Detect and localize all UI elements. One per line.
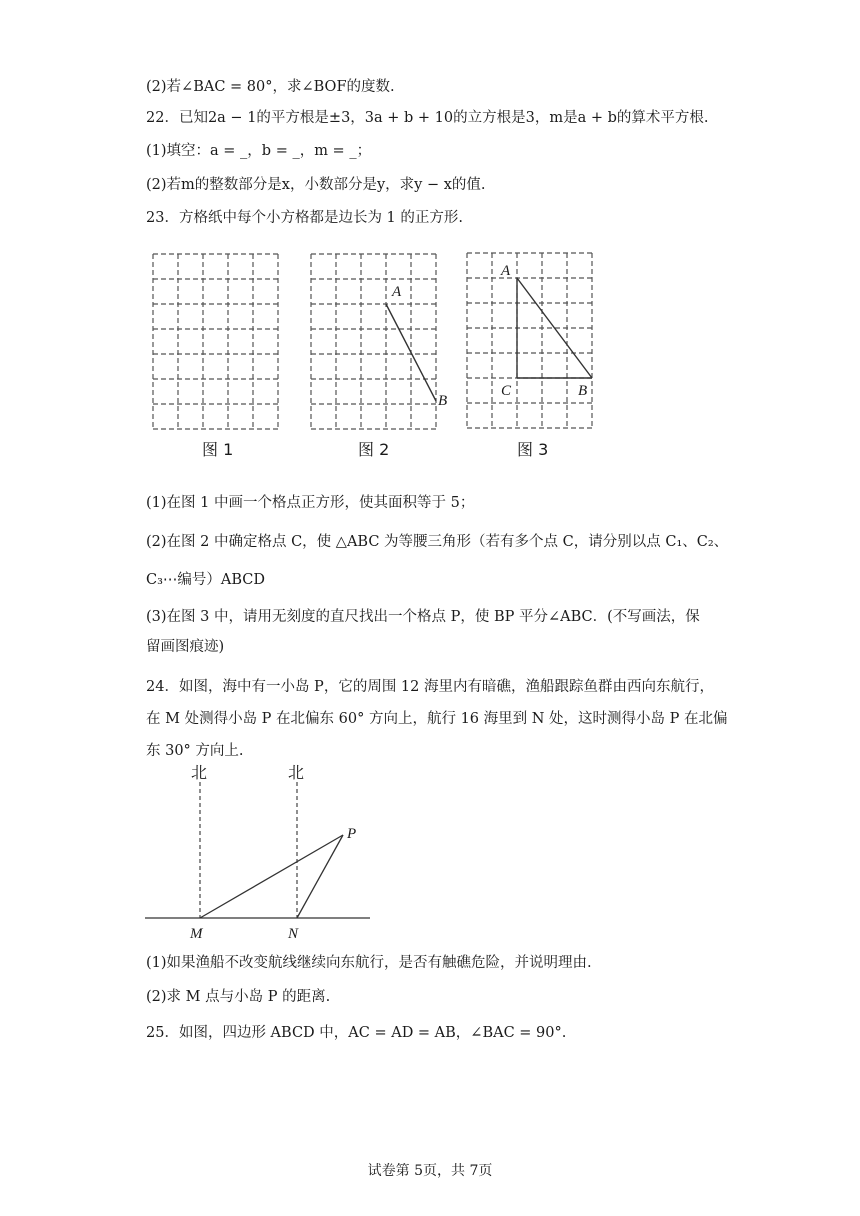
figure-2-grid bbox=[308, 250, 448, 470]
figure-1-caption: 图 1 bbox=[202, 440, 234, 459]
q23-part2-line2: C₃⋯编号）ABCD bbox=[146, 572, 266, 588]
q22-stem: 22．已知2a − 1的平方根是±3，3a + b + 10的立方根是3，m是a + b的算术平方根. bbox=[146, 110, 709, 126]
q24-part2: (2)求 M 点与小岛 P 的距离. bbox=[146, 989, 331, 1005]
q23-part2-line1: (2)在图 2 中确定格点 C，使 △ABC 为等腰三角形（若有多个点 C，请分别以点 C₁、C₂、 bbox=[146, 534, 729, 550]
q24-stem-line1: 24．如图，海中有一小岛 P，它的周围 12 海里内有暗礁，渔船跟踪鱼群由西向东航行， bbox=[146, 679, 714, 695]
point-b-label: B bbox=[438, 393, 448, 409]
figure-1-grid bbox=[150, 250, 285, 470]
figure-3-grid bbox=[465, 250, 605, 470]
q25-stem: 25．如图，四边形 ABCD 中，AC = AD = AB，∠BAC = 90°. bbox=[146, 1025, 567, 1041]
q24-stem-line2: 在 M 处测得小岛 P 在北偏东 60° 方向上，航行 16 海里到 N 处，这时测得小岛 P 在北偏 bbox=[146, 711, 728, 727]
point-a-label: A bbox=[501, 263, 511, 279]
q23-part3-line1: (3)在图 3 中，请用无刻度的直尺找出一个格点 P，使 BP 平分∠ABC．(不写画法，保 bbox=[146, 609, 700, 625]
point-p-label: P bbox=[347, 826, 357, 842]
page-footer: 试卷第 5页，共 7页 bbox=[367, 1163, 493, 1179]
q24-part1: (1)如果渔船不改变航线继续向东航行，是否有触礁危险，并说明理由. bbox=[146, 955, 592, 971]
point-c-label: C bbox=[501, 383, 512, 399]
north-label-m: 北 bbox=[191, 763, 208, 782]
figure-3-caption: 图 3 bbox=[517, 440, 549, 459]
point-a-label: A bbox=[392, 284, 402, 300]
segment-np bbox=[297, 835, 343, 918]
q21-part2: (2)若∠BAC = 80°，求∠BOF的度数. bbox=[146, 79, 395, 95]
segment-mp bbox=[200, 835, 343, 918]
point-m-label: M bbox=[190, 926, 203, 942]
figure-2-caption: 图 2 bbox=[358, 440, 390, 459]
q22-part2: (2)若m的整数部分是x，小数部分是y，求y − x的值. bbox=[146, 177, 486, 193]
north-label-n: 北 bbox=[288, 763, 305, 782]
q24-stem-line3: 东 30° 方向上. bbox=[146, 743, 244, 759]
q23-part1: (1)在图 1 中画一个格点正方形，使其面积等于 5； bbox=[146, 495, 475, 511]
q23-stem: 23．方格纸中每个小方格都是边长为 1 的正方形. bbox=[146, 210, 464, 226]
point-b-label: B bbox=[578, 383, 588, 399]
ship-island-figure bbox=[140, 760, 380, 945]
point-n-label: N bbox=[288, 926, 299, 942]
q23-part3-line2: 留画图痕迹) bbox=[146, 639, 225, 655]
q22-part1: (1)填空：a = _，b = _，m = _； bbox=[146, 143, 372, 159]
